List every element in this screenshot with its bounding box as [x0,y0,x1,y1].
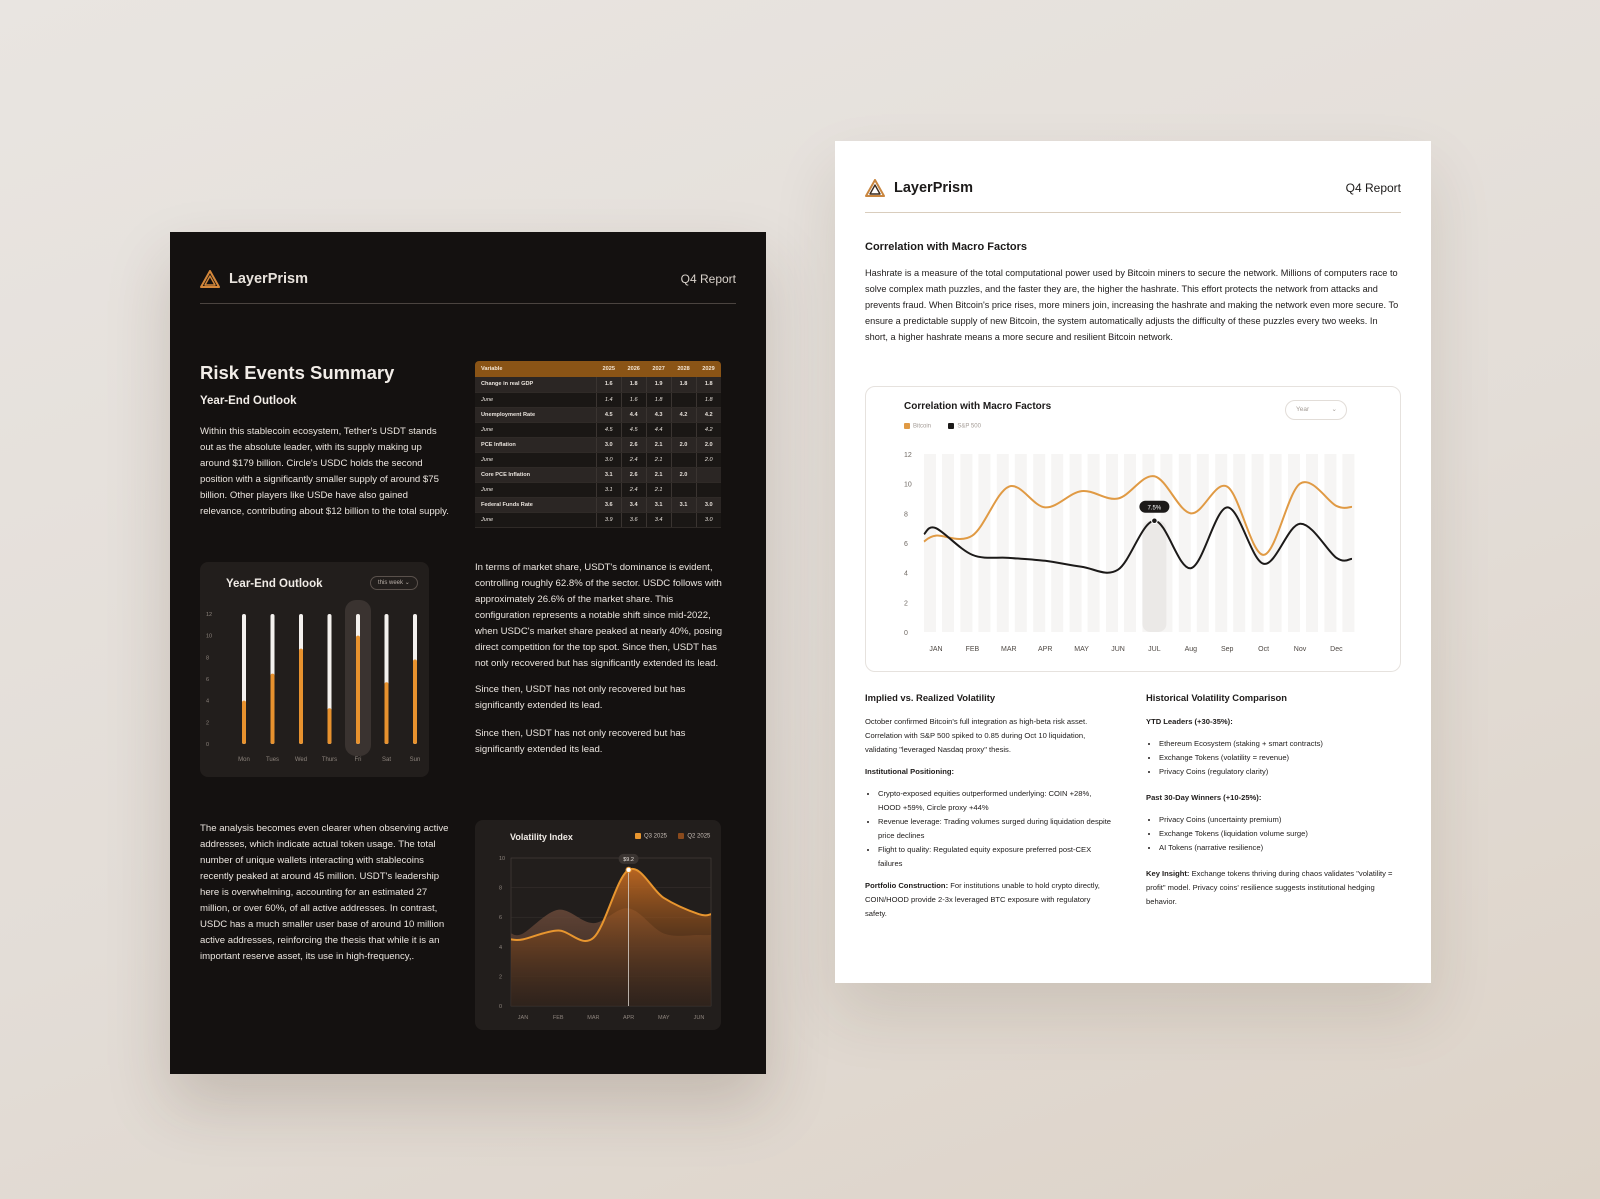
column-stripe [997,454,1009,632]
column-stripe [1215,454,1227,632]
column-stripe [1124,454,1136,632]
column-stripe [1179,454,1191,632]
table-cell: 2.6 [621,437,646,452]
column-stripe [942,454,954,632]
bar [299,649,303,744]
table-cell: 1.6 [621,392,646,407]
table-cell: 2.1 [646,437,671,452]
period-filter-label: this week [378,580,404,586]
x-tick-label: Sat [381,757,392,763]
table-cell: 1.9 [646,377,671,392]
legend-label-bitcoin: Bitcoin [913,423,932,430]
list-item: • Ethereum Ecosystem (staking + smart contracts) [1159,737,1401,751]
table-header-cell: 2027 [646,361,671,377]
column-stripe [1342,454,1354,632]
table-cell: 3.0 [696,512,721,527]
x-tick-label: APR [622,1015,635,1021]
column-stripe [960,454,972,632]
table-cell: June [475,392,596,407]
x-tick-label: APR [1037,646,1053,653]
table-cell: 1.8 [621,377,646,392]
table-cell: 1.8 [696,392,721,407]
layerprism-logo-icon [865,179,885,197]
section-title: Correlation with Macro Factors [865,241,1027,253]
implied-volatility-section [865,691,1113,929]
institutional-label: Institutional Positioning: [865,767,955,776]
brand-name: LayerPrism [894,179,973,196]
active-addresses-paragraph: The analysis becomes even clearer when observing active addresses, which indicate actual token usage. The total number of unique wallets interacting with stablecoins recently peaked at around 45 million. USDT's leadership here is overwhelming, accounting for an estimated 27 million, or over 60%, of all active addresses. In contrast, USDC has a much smaller user base of around 10 million active addresses, reinforcing the thesis that while it is an important reserve asset, its use in high-frequency,. [200,823,449,962]
column-stripe [1324,454,1336,632]
card-title: Year-End Outlook [226,578,323,590]
past-30-day-list [1159,813,1401,855]
table-cell: 3.1 [646,497,671,512]
tooltip-label: $9.2 [623,856,634,863]
key-insight-text: Exchange tokens thriving during chaos validates "volatility = profit" model. Privacy coins' resilience suggests institutional hedging behavior. [1146,869,1393,906]
portfolio-text: For institutions unable to hold crypto directly, COIN/HOOD provide 2-3x leveraged BTC exposure with regulatory safety. [865,881,1100,918]
page-header [200,262,736,304]
table-cell: 2.0 [671,437,696,452]
y-tick-label: 0 [499,1004,503,1010]
column-stripe [1306,454,1318,632]
x-tick-label: Sep [1220,646,1234,653]
bar [413,660,417,745]
table-cell: 2.6 [621,467,646,482]
year-end-outlook-card [200,562,429,777]
x-tick-label: Fri [354,757,362,763]
section-heading: Historical Volatility Comparison [1146,692,1287,703]
x-tick-label: MAR [587,1015,600,1021]
x-tick-label: FEB [552,1015,564,1021]
bar [328,708,332,744]
table-row [475,392,721,407]
list-item: • AI Tokens (narrative resilience) [1159,841,1401,855]
table-row [475,497,721,512]
table-cell: 2.0 [696,437,721,452]
table-cell: 4.2 [696,407,721,422]
key-insight-label: Key Insight: [1146,869,1190,878]
table-header-cell: 2028 [671,361,696,377]
chevron-down-icon: ⌄ [1331,406,1337,413]
table-cell: 3.6 [621,512,646,527]
y-tick-label: 2 [499,974,503,981]
legend-label-q3: Q3 2025 [644,833,668,840]
table-cell: 3.1 [596,482,621,497]
table-header-cell: 2026 [621,361,646,377]
x-tick-label: JUL [1148,646,1161,653]
y-tick-label: 4 [206,698,210,705]
table-cell: 2.4 [621,452,646,467]
y-tick-label: 12 [904,452,912,459]
list-item: • Flight to quality: Regulated equity exposure preferred post-CEX failures [878,843,1113,871]
table-cell: 2.4 [621,482,646,497]
table-cell: 1.8 [671,377,696,392]
area-q3-2025 [511,869,711,1006]
list-item: • Revenue leverage: Trading volumes surged during liquidation despite price declines [878,815,1113,843]
list-item: • Exchange Tokens (liquidation volume surge) [1159,827,1401,841]
y-tick-label: 10 [499,856,506,862]
table-cell: 4.2 [696,422,721,437]
x-tick-label: MAY [658,1015,670,1021]
bar [356,636,360,744]
table-cell: 3.4 [621,497,646,512]
table-cell: 3.9 [596,512,621,527]
table-cell: 1.6 [596,377,621,392]
x-tick-label: Aug [1184,646,1198,653]
table-header-cell: 2025 [596,361,621,377]
recovery-paragraph-1: Since then, USDT has not only recovered but has significantly extended its lead. [475,684,686,711]
column-stripe [1288,454,1300,632]
column-stripe [1106,454,1118,632]
report-label: Q4 Report [1345,180,1401,195]
table-cell: Change in real GDP [475,377,596,392]
year-end-bar-chart [200,562,429,777]
market-share-paragraph: In terms of market share, USDT's dominance is evident, controlling roughly 62.8% of the sector. USDC follows with approximately 26.6% of the market share. This configuration represents a notable shift since mid-2022, when USDC's market share peaked at nearly 40%, posing direct competition for the top spot. Since then, USDT has not only recovered but has significantly extended its lead. [475,562,723,669]
table-header-row [475,361,721,377]
table-cell: 1.8 [646,392,671,407]
x-tick-label: Dec [1330,646,1343,653]
table-cell: 4.2 [671,407,696,422]
table-cell: 3.6 [596,497,621,512]
table-cell: 3.0 [596,437,621,452]
table-cell: 2.0 [671,467,696,482]
table-row [475,377,721,392]
brand [200,270,308,288]
table-cell [696,482,721,497]
list-item: • Crypto-exposed equities outperformed underlying: COIN +28%, HOOD +59%, Circle proxy +44% [878,787,1113,815]
bar [385,682,389,744]
table-row [475,452,721,467]
column-stripe [1233,454,1245,632]
table-cell: June [475,482,596,497]
table-cell: 2.0 [696,452,721,467]
x-tick-label: Nov [1293,646,1307,653]
column-stripe [1015,454,1027,632]
table-row [475,467,721,482]
table-cell: Federal Funds Rate [475,497,596,512]
y-tick-label: 8 [499,885,503,892]
recovery-paragraph-2: Since then, USDT has not only recovered but has significantly extended its lead. [475,728,686,755]
column-stripe [1051,454,1063,632]
table-row [475,512,721,527]
y-tick-label: 6 [206,677,210,683]
table-cell [671,482,696,497]
table-header-cell: 2029 [696,361,721,377]
list-item: • Exchange Tokens (volatility = revenue) [1159,751,1401,765]
x-tick-label: Tues [265,757,280,763]
x-tick-label: MAR [1001,646,1017,653]
x-tick-label: Mon [238,757,250,763]
period-filter-label: Year [1296,406,1310,413]
table-cell: 1.4 [596,392,621,407]
table-cell: Core PCE Inflation [475,467,596,482]
x-tick-label: JUN [1111,646,1125,653]
table-cell: 4.3 [646,407,671,422]
column-stripe [1270,454,1282,632]
y-tick-label: 2 [904,600,908,608]
table-cell: 4.5 [596,422,621,437]
y-tick-label: 0 [904,630,908,637]
past-30-day-label: Past 30-Day Winners (+10-25%): [1146,793,1262,802]
x-tick-label: JAN [517,1015,529,1021]
x-tick-label: Oct [1258,646,1270,653]
table-cell: 4.4 [621,407,646,422]
section-heading: Implied vs. Realized Volatility [865,692,996,703]
bar [271,674,275,744]
intro-paragraph: Within this stablecoin ecosystem, Tether's USDT stands out as the absolute leader, with its supply making up around $179 billion. Circle's USDC holds the second position with a significantly smaller supply of around $75 billion. Other players like USDe have also gained relevance, contributing about $12 billion to the total supply. [200,426,449,517]
y-tick-label: 8 [904,511,908,519]
y-tick-label: 4 [904,570,908,578]
table-cell [671,512,696,527]
report-label: Q4 Report [680,271,736,286]
y-tick-label: 2 [206,720,210,727]
x-tick-label: Wed [294,757,308,763]
correlation-line-chart [866,387,1402,673]
x-tick-label: JUN [693,1015,705,1021]
institutional-list [878,787,1113,871]
column-stripe [978,454,990,632]
table-cell [696,467,721,482]
table-row [475,422,721,437]
table-row [475,482,721,497]
table-cell: 3.0 [696,497,721,512]
table-cell: 4.5 [621,422,646,437]
table-cell: 2.1 [646,467,671,482]
card-title: Volatility Index [510,832,573,842]
x-tick-label: MAY [1074,646,1089,653]
correlation-chart-card [865,386,1401,672]
x-tick-label: Sun [409,757,421,763]
brand-name: LayerPrism [229,270,308,287]
key-insight [1146,867,1401,909]
table-cell: 2.1 [646,482,671,497]
table-cell: June [475,422,596,437]
y-tick-label: 6 [904,541,908,548]
table-cell [671,392,696,407]
table-cell [671,422,696,437]
dark-report-page [170,232,766,1074]
chevron-down-icon: ⌄ [404,580,410,586]
table-cell: Unemployment Rate [475,407,596,422]
page-subtitle: Year-End Outlook [200,395,297,407]
hashrate-paragraph: Hashrate is a measure of the total computational power used by Bitcoin miners to secure the network. Millions of computers race to solve complex math puzzles, and the faster they are, the higher the hashrate. This effort protects the network from attacks and prevents fraud. When Bitcoin's price rises, more miners join, increasing the hashrate and making the network even more secure. To ensure a predictable supply of new Bitcoin, the system automatically adjusts the difficulty of these puzzles every two weeks. In short, a higher hashrate means a more secure and resilient Bitcoin network. [865,268,1399,342]
column-stripe [1070,454,1082,632]
list-item: • Privacy Coins (regulatory clarity) [1159,765,1401,779]
column-stripe [924,454,936,632]
table-cell: 3.1 [596,467,621,482]
tooltip-label: 7.5% [1147,505,1162,512]
layerprism-logo-icon [200,270,220,288]
table-cell: 4.5 [596,407,621,422]
table-cell: 3.0 [596,452,621,467]
x-tick-label: FEB [965,646,980,653]
page-title: Risk Events Summary [200,362,395,383]
macro-projection-table [475,361,721,528]
y-tick-label: 12 [206,612,213,618]
page-header [865,171,1401,213]
ytd-label: YTD Leaders (+30-35%): [1146,717,1233,726]
table-cell: PCE Inflation [475,437,596,452]
y-tick-label: 6 [499,915,503,922]
legend-label-sp500: S&P 500 [957,423,981,430]
portfolio-note [865,879,1113,921]
table-header-cell: Variable [475,361,596,377]
tooltip-point [1152,518,1158,524]
y-tick-label: 10 [206,633,213,640]
table-cell: 3.4 [646,512,671,527]
table-cell: 3.1 [671,497,696,512]
highlight-column [1142,521,1166,632]
table-cell [671,452,696,467]
table-row [475,407,721,422]
column-stripe [1033,454,1045,632]
x-tick-label: Thurs [321,757,338,763]
tooltip-point [626,867,631,872]
column-stripe [1088,454,1100,632]
legend-label-q2: Q2 2025 [687,833,711,840]
portfolio-label: Portfolio Construction: [865,881,949,890]
bar [242,701,246,744]
y-tick-label: 10 [904,481,912,489]
volatility-area-chart [475,820,721,1030]
brand [865,179,973,197]
historical-volatility-section [1146,691,1401,917]
table-row [475,437,721,452]
table-cell: 1.8 [696,377,721,392]
table-cell: June [475,512,596,527]
implied-intro: October confirmed Bitcoin's full integration as high-beta risk asset. Correlation with S&P 500 spiked to 0.85 during Oct 10 liquidation, validating "leveraged Nasdaq proxy" thesis. [865,717,1088,754]
table-cell: 2.1 [646,452,671,467]
table-cell: June [475,452,596,467]
y-tick-label: 8 [206,655,210,662]
card-title: Correlation with Macro Factors [904,401,1052,412]
x-tick-label: JAN [929,646,943,653]
y-tick-label: 4 [499,944,503,951]
list-item: • Privacy Coins (uncertainty premium) [1159,813,1401,827]
ytd-list [1159,737,1401,779]
light-report-page [835,141,1431,983]
volatility-index-card [475,820,721,1030]
table-cell: 4.4 [646,422,671,437]
y-tick-label: 0 [206,742,210,748]
